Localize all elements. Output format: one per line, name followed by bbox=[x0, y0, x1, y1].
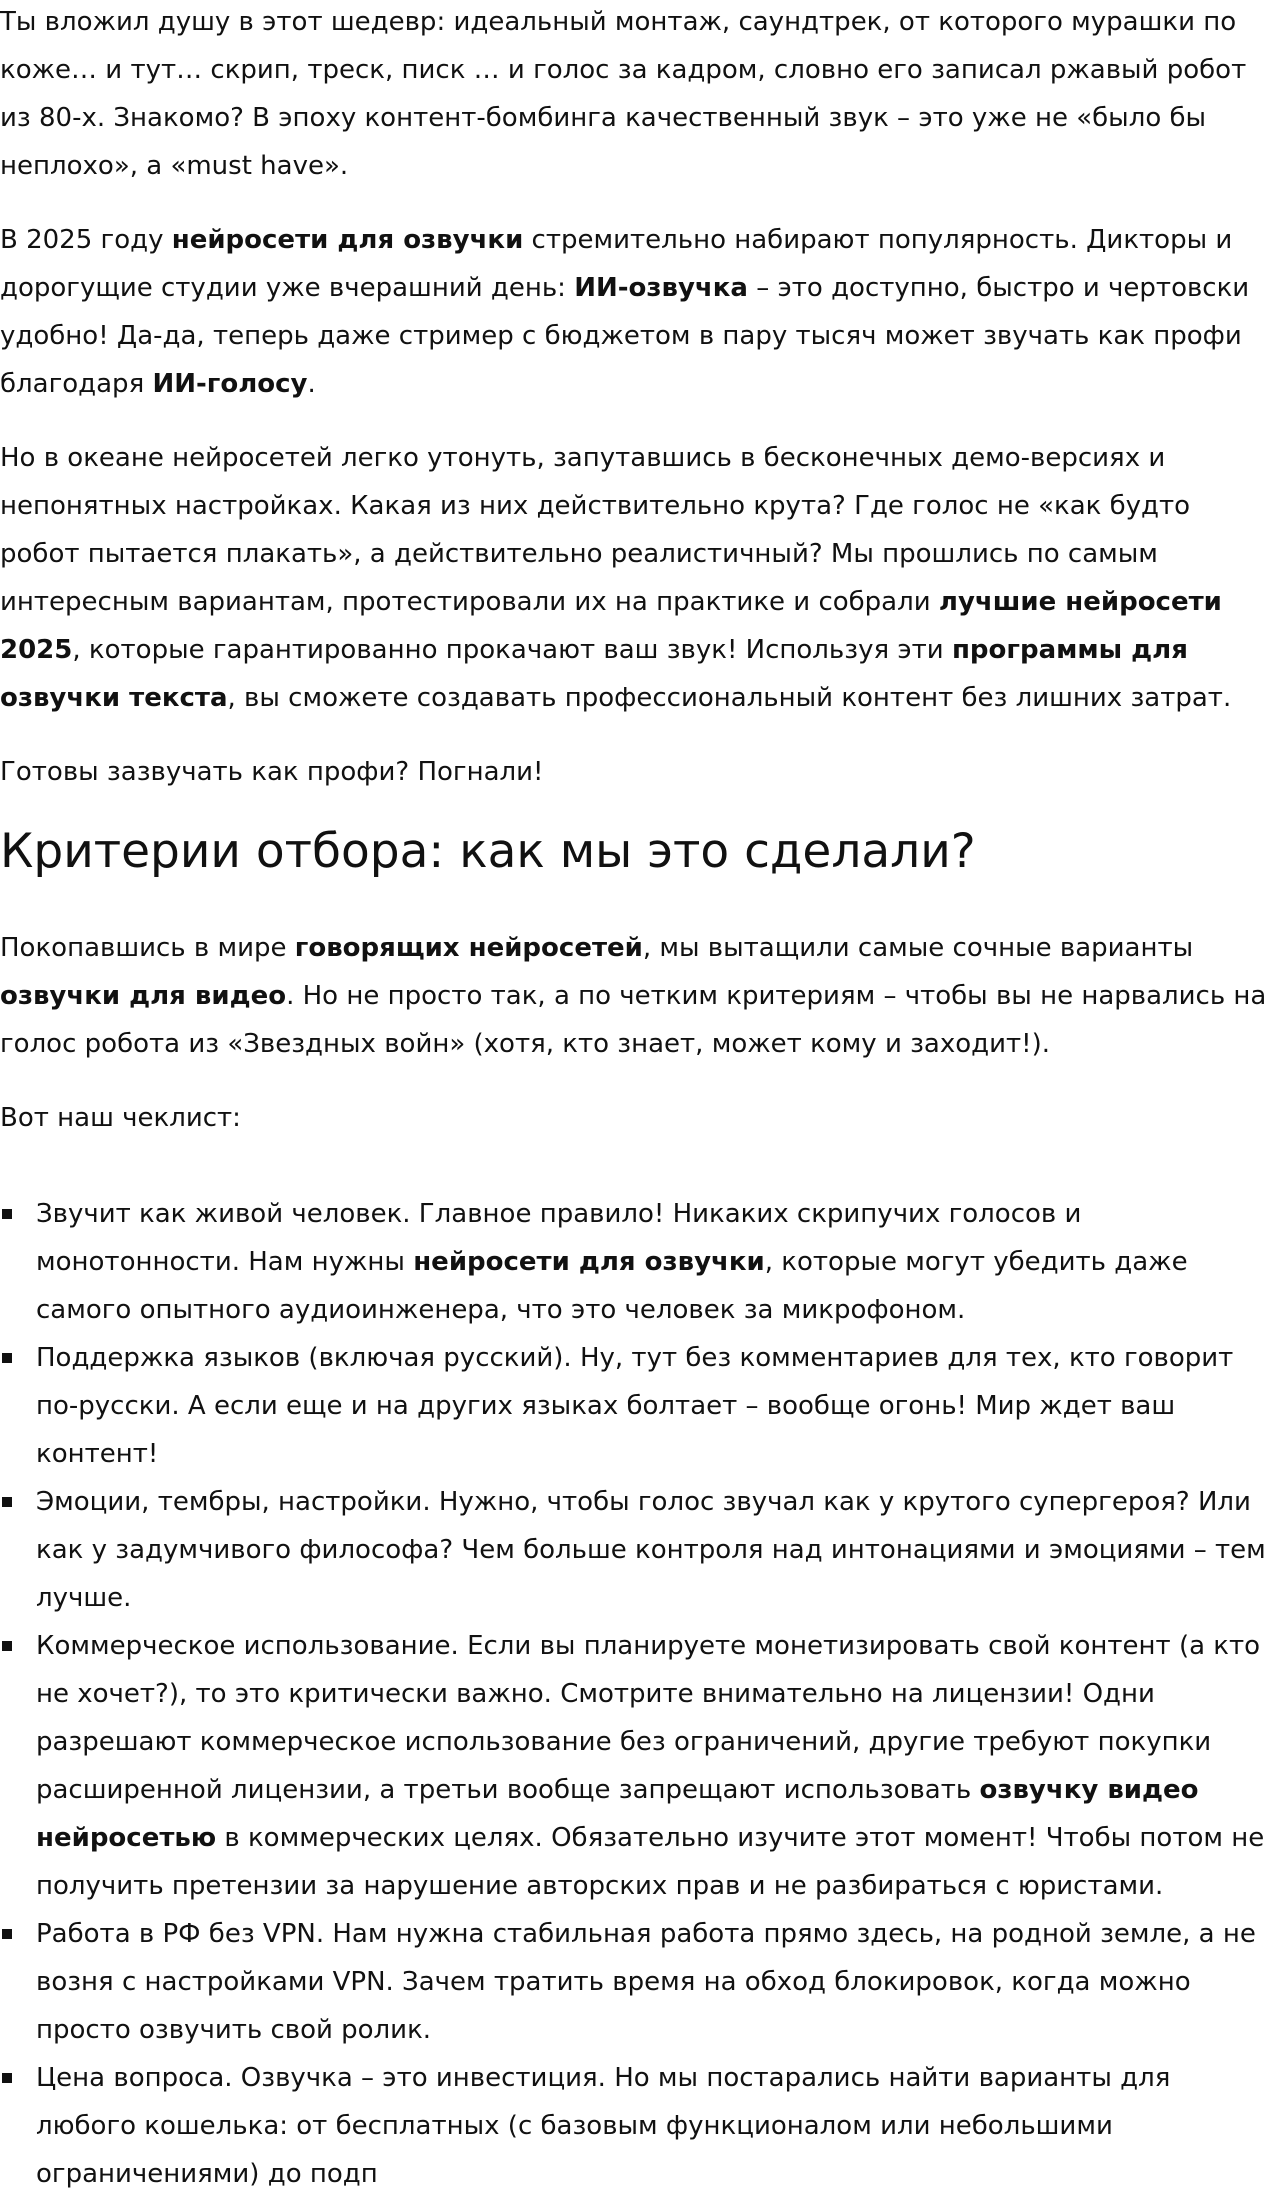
bold-keyword: ИИ-озвучка bbox=[574, 273, 748, 303]
text-run: Звучит как живой человек. Главное правило! Никаких скрипучих голосов и монотонности. Нам нужны bbox=[36, 1199, 1082, 1277]
square-bullet-icon bbox=[2, 1497, 12, 1507]
bold-keyword: программы для озвучки текста bbox=[0, 635, 1188, 713]
text-run: . Но не просто так, а по четким критериям – чтобы вы не нарвались на голос робота из «Звездных войн» (хотя, кто знает, может кому и заходит!). bbox=[0, 981, 1267, 1059]
text-run: стремительно набирают популярность. Дикторы и дорогущие студии уже вчерашний день: bbox=[0, 225, 1233, 303]
intro-paragraph-2 bbox=[0, 216, 1270, 408]
bold-keyword: лучшие нейросети 2025 bbox=[0, 587, 1222, 665]
bold-keyword: озвучку видео нейросетью bbox=[36, 1775, 1199, 1853]
text-run: В 2025 году bbox=[0, 225, 172, 255]
checklist-label bbox=[0, 1094, 1270, 1142]
square-bullet-icon bbox=[2, 1641, 12, 1651]
checklist-item bbox=[0, 1910, 1270, 2054]
bold-keyword: нейросети для озвучки bbox=[413, 1247, 765, 1277]
text-run: в коммерческих целях. Обязательно изучите этот момент! Чтобы потом не получить претензии за нарушение авторских прав и не разбираться с юристами. bbox=[36, 1823, 1265, 1901]
text-run: , мы вытащили самые сочные варианты bbox=[642, 933, 1194, 963]
bold-keyword: озвучки для видео bbox=[0, 981, 287, 1011]
checklist-item bbox=[0, 1334, 1270, 1478]
bold-keyword: нейросети для озвучки bbox=[171, 225, 524, 255]
text-run: Но в океане нейросетей легко утонуть, запутавшись в бесконечных демо-версиях и непонятных настройках. Какая из них действительно крута? Где голос не «как будто робот пытается плакать», а действительно реалистичный? Мы прошлись по самым интересным вариантам, протестировали их на практике и собрали bbox=[0, 443, 1191, 617]
text-run: Вот наш чеклист: bbox=[0, 1103, 241, 1133]
checklist-item bbox=[0, 1190, 1270, 1334]
section-heading: Критерии отбора: как мы это сделали? bbox=[0, 824, 976, 879]
square-bullet-icon bbox=[2, 1209, 12, 1219]
text-run: Готовы зазвучать как профи? Погнали! bbox=[0, 757, 544, 787]
checklist-item bbox=[0, 1478, 1270, 1622]
text-run: . bbox=[307, 369, 316, 399]
square-bullet-icon bbox=[2, 1353, 12, 1363]
text-run: Цена вопроса. Озвучка – это инвестиция. Но мы постарались найти варианты для любого кошелька: от бесплатных (с базовым функционалом или небольшими ограничениями) до подп bbox=[36, 2063, 1171, 2189]
text-run: Ты вложил душу в этот шедевр: идеальный монтаж, саундтрек, от которого мурашки по коже… и тут… скрип, треск, писк … и голос за кадром, словно его записал ржавый робот из 80-х. Знакомо? В эпоху контент-бомбинга качественный звук – это уже не «было бы неплохо», а «must have». bbox=[0, 7, 1247, 181]
bold-keyword: ИИ-голосу bbox=[152, 369, 308, 399]
text-run: , вы сможете создавать профессиональный контент без лишних затрат. bbox=[227, 683, 1232, 713]
intro-paragraph-3 bbox=[0, 434, 1270, 722]
square-bullet-icon bbox=[2, 2073, 12, 2083]
text-run: , которые могут убедить даже самого опытного аудиоинженера, что это человек за микрофоном. bbox=[36, 1247, 1188, 1325]
checklist-item bbox=[0, 1622, 1270, 1910]
text-run: Работа в РФ без VPN. Нам нужна стабильная работа прямо здесь, на родной земле, а не возня с настройками VPN. Зачем тратить время на обход блокировок, когда можно просто озвучить свой ролик. bbox=[36, 1919, 1256, 2045]
bold-keyword: говорящих нейросетей bbox=[294, 933, 643, 963]
intro-paragraph-1 bbox=[0, 0, 1270, 190]
criteria-intro-paragraph bbox=[0, 924, 1270, 1068]
text-run: , которые гарантированно прокачают ваш звук! Используя эти bbox=[72, 635, 952, 665]
intro-paragraph-4 bbox=[0, 748, 1270, 796]
text-run: Коммерческое использование. Если вы планируете монетизировать свой контент (а кто не хочет?), то это критически важно. Смотрите внимательно на лицензии! Одни разрешают коммерческое использование без ограничений, другие требуют покупки расширенной лицензии, а третьи вообще запрещают использовать bbox=[36, 1631, 1261, 1805]
checklist bbox=[0, 1190, 1270, 2198]
text-run: Эмоции, тембры, настройки. Нужно, чтобы голос звучал как у крутого супергероя? Или как у задумчивого философа? Чем больше контроля над интонациями и эмоциями – тем лучше. bbox=[36, 1487, 1266, 1613]
text-run: – это доступно, быстро и чертовски удобно! Да-да, теперь даже стример с бюджетом в пару тысяч может звучать как профи благодаря bbox=[0, 273, 1250, 399]
text-run: Покопавшись в мире bbox=[0, 933, 295, 963]
text-run: Поддержка языков (включая русский). Ну, тут без комментариев для тех, кто говорит по-русски. А если еще и на других языках болтает – вообще огонь! Мир ждет ваш контент! bbox=[36, 1343, 1234, 1469]
checklist-item bbox=[0, 2054, 1270, 2198]
square-bullet-icon bbox=[2, 1929, 12, 1939]
